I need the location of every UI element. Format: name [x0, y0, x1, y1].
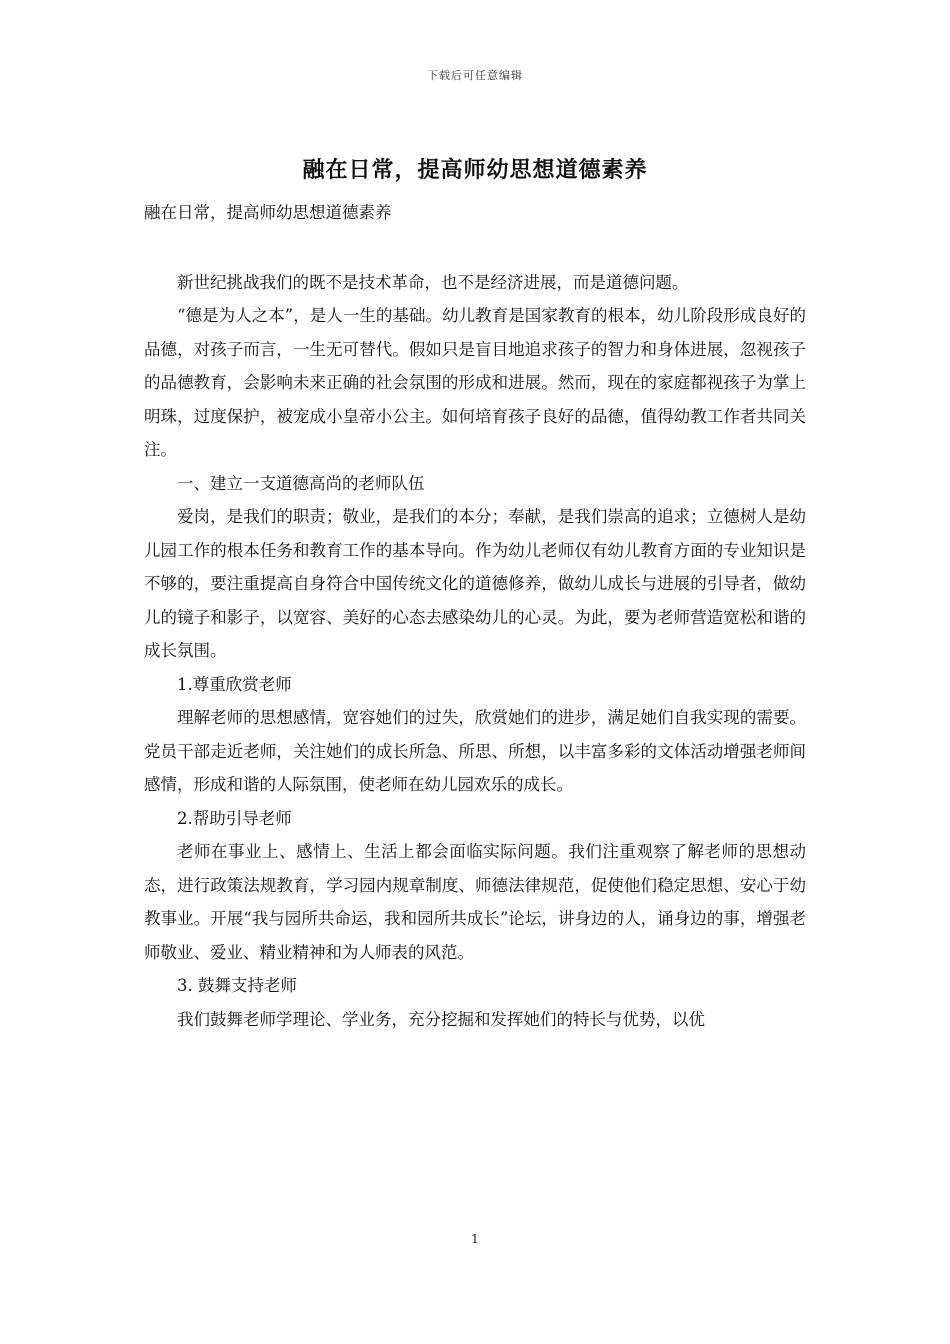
subheading-1: 1.尊重欣赏老师 — [177, 674, 292, 694]
paragraph-virtue: “德是为人之本”，是人一生的基础。幼儿教育是国家教育的根本，幼儿阶段形成良好的品德，对孩子而言，一生无可替代。假如只是盲目地追求孩子的智力和身体进展，忽视孩子的品德教育，会影响未来正确的社会氛围的形成和进展。然而，现在的家庭都视孩子为掌上明珠，过度保护，被宠成小皇帝小公主。如何培育孩子良好的品德，值得幼教工作者共同关注。 — [144, 306, 806, 459]
document-body — [144, 196, 806, 1036]
page-number: 1 — [471, 1232, 479, 1246]
blank-line — [144, 230, 806, 266]
header-note: 下载后可任意编辑 — [427, 69, 523, 82]
subheading-3: 3. 鼓舞支持老师 — [177, 976, 297, 995]
subheading-2: 2.帮助引导老师 — [177, 808, 292, 828]
subtitle-line: 融在日常，提高师幼思想道德素养 — [144, 203, 392, 222]
document-title: 融在日常，提高师幼思想道德素养 — [302, 158, 648, 183]
paragraph-dedication: 爱岗，是我们的职责；敬业，是我们的本分；奉献，是我们崇高的追求；立德树人是幼儿园工作的根本任务和教育工作的基本导向。作为幼儿老师仅有幼儿教育方面的专业知识是不够的，要注重提高自身符合中国传统文化的道德修养，做幼儿成长与进展的引导者，做幼儿的镜子和影子，以宽容、美好的心态去感染幼儿的心灵。为此，要为老师营造宽松和谐的成长氛围。 — [144, 507, 806, 660]
paragraph-respect: 理解老师的思想感情，宽容她们的过失，欣赏她们的进步，满足她们自我实现的需要。党员干部走近老师，关注她们的成长所急、所思、所想，以丰富多彩的文体活动增强老师间感情，形成和谐的人际氛围，使老师在幼儿园欢乐的成长。 — [144, 708, 806, 794]
paragraph-support: 我们鼓舞老师学理论、学业务，充分挖掘和发挥她们的特长与优势，以优 — [177, 1009, 705, 1029]
paragraph-guidance: 老师在事业上、感情上、生活上都会面临实际问题。我们注重观察了解老师的思想动态，进行政策法规教育，学习园内规章制度、师德法律规范，促使他们稳定思想、安心于幼教事业。开展“我与园所共命运，我和园所共成长”论坛，讲身边的人，诵身边的事，增强老师敬业、爱业、精业精神和为人师表的风范。 — [144, 842, 806, 962]
paragraph-intro: 新世纪挑战我们的既不是技术革命，也不是经济进展，而是道德问题。 — [177, 272, 689, 292]
section-heading-1: 一、建立一支道德高尚的老师队伍 — [177, 473, 425, 493]
